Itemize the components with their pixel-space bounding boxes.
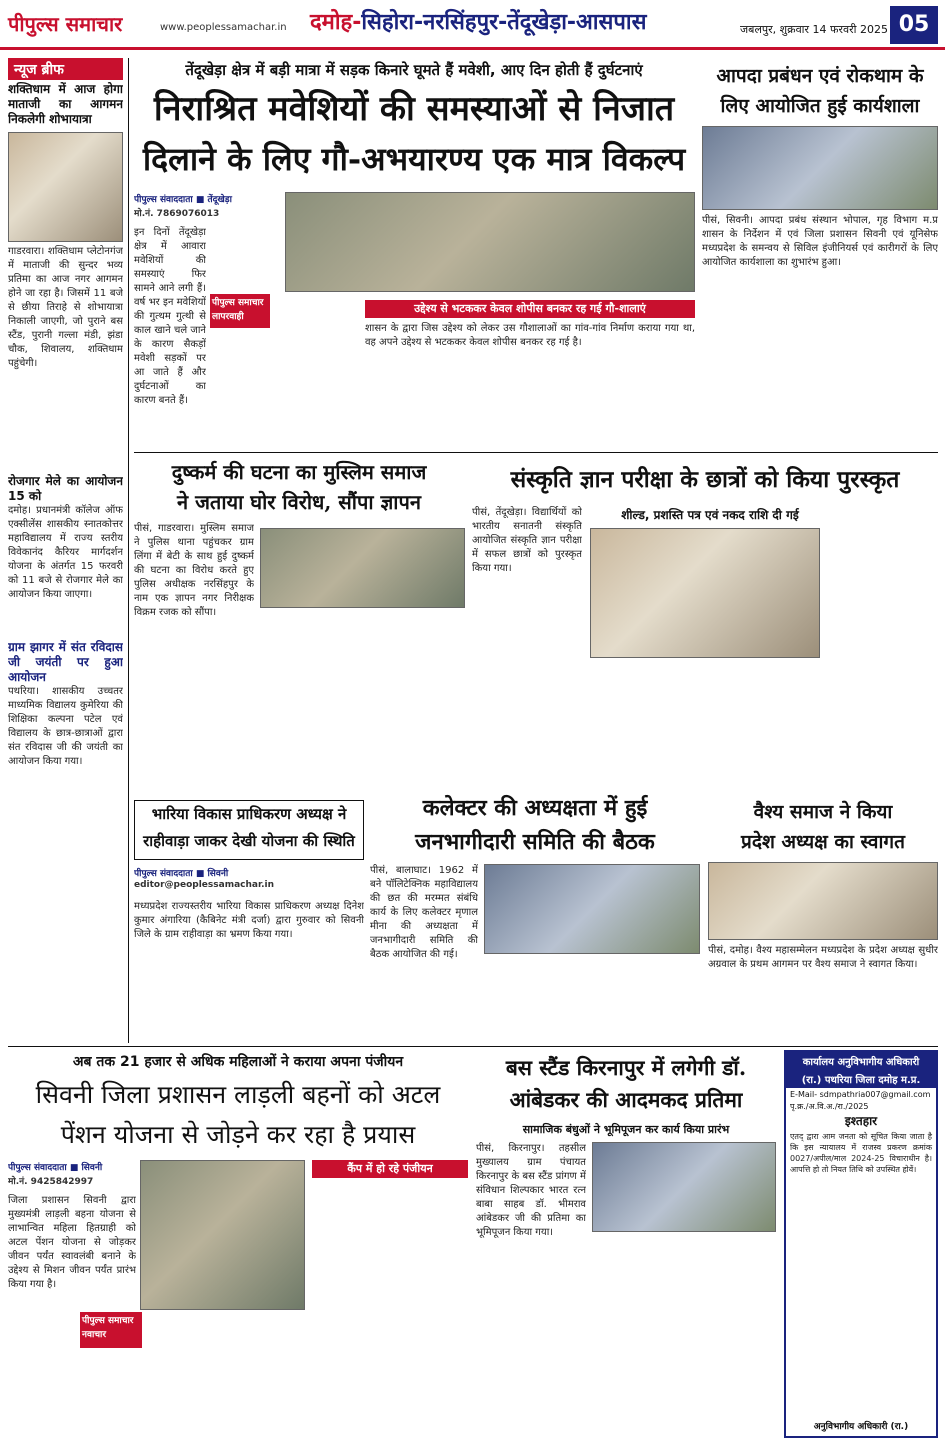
office-notice [784,1050,938,1438]
column-divider [128,58,129,1043]
issue-date: जबलपुर, शुक्रवार 14 फरवरी 2025 [740,23,888,36]
ladli-photo [140,1160,305,1310]
ladli-title-2: पेंशन योजना से जोड़ने कर रहा है प्रयास [60,1120,416,1149]
ambedkar-title-2: आंबेडकर की आदमकद प्रतिमा [509,1087,743,1112]
collector-title-1: कलेक्टर की अध्यक्षता में हुई [422,795,648,821]
office-body: एतद् द्वारा आम जनता को सूचित किया जाता है कि इस न्यायालय में राजस्व प्रकरण क्रमांक 0027/अपील/माल 2024-25 विचाराधीन है। आपत्ति हो तो नियत तिथि को उपस्थित होवें। [790,1132,932,1174]
brief-body-3: पथरिया। शासकीय उच्चतर माध्यमिक विद्यालय कुमेरिया की शिक्षिका कल्पना पटेल एवं विद्यालय के छात्र-छात्राओं द्वारा संत रविदास जी की जयंती का आयोजन किया गया। [8,686,123,767]
office-signature: अनुविभागीय अधिकारी (रा.) [813,1422,909,1432]
ladli-kicker: अब तक 21 हजार से अधिक महिलाओं ने कराया अपना पंजीयन [72,1054,404,1070]
disaster-title-2: लिए आयोजित हुई कार्यशाला [720,95,920,117]
brief-headline-2: रोजगार मेले का आयोजन 15 को [8,474,123,503]
ladli-title-1: सिवनी जिला प्रशासन लाड़ली बहनों को अटल [35,1080,441,1109]
page-number: 05 [890,6,938,44]
rahatgarh-title-2: राहीवाड़ा जाकर देखी योजना की स्थिति [143,832,355,850]
row-divider-1 [134,452,938,453]
brief-body-1: गाडरवारा। शक्तिधाम प्लेटोनगंज में माताजी की सुन्दर भव्य प्रतिमा का आज नगर आगमन होने जा रहा है। जिसमें 11 बजे से छीया तिराहे से शोभायात्रा निकाली जाएगी, जो पुराने बस स्टैंड, पुरानी गल्ला मंडी, झंडा चौक, शिवालय, शक्तिधाम पहुंचेगी। [8,246,123,369]
lead-byline: पीपुल्स संवाददाता ■ तेंदूखेड़ा [134,195,232,205]
office-title-1: कार्यालय अनुविभागीय अधिकारी [786,1052,936,1070]
protest-title-2: ने जताया घोर विरोध, सौंपा ज्ञापन [177,490,421,514]
collector-title-2: जनभागीदारी समिति की बैठक [415,829,655,855]
brand-logo: पीपुल्स समाचार [8,12,123,36]
vaishya-title-2: प्रदेश अध्यक्ष का स्वागत [741,831,905,853]
lead-kicker: तेंदूखेड़ा क्षेत्र में बड़ी मात्रा में सड़क किनारे घूमते हैं मवेशी, आए दिन होती हैं दुर्घटनाएं [185,61,643,79]
office-title-2: (रा.) पथरिया जिला दमोह म.प्र. [786,1070,936,1088]
vaishya-photo [708,862,938,940]
exam-body: पीसं, तेंदूखेड़ा। विद्यार्थियों को भारतीय सनातनी संस्कृति आयोजित संस्कृति ज्ञान परीक्षा में सफल छात्रों को पुरस्कृत किया गया। [472,507,582,574]
collector-body: पीसं, बालाघाट। 1962 में बने पॉलिटेक्निक महाविद्यालय की छत की मरम्मत संबंधि कार्य के लिए कलेक्टर मृणाल मीना की अध्यक्षता में जनभागीदारी समिति की बैठक आयोजित की गई। [370,865,478,960]
ambedkar-body: पीसं, किरनापुर। तहसील मुख्यालय ग्राम पंचायत किरनापुर के बस स्टैंड प्रांगण में संविधान शिल्पकार भारत रत्न बाबा साहब डॉ. भीमराव आंबेडकर जी की प्रतिमा का भूमिपूजन किया गया। [476,1143,586,1238]
lead-title-line-2: दिलाने के लिए गौ-अभयारण्य एक मात्र विकल्प [142,140,686,178]
rahatgarh-body: मध्यप्रदेश राज्यस्तरीय भारिया विकास प्राधिकरण अध्यक्ष दिनेश कुमार अंगारिया (कैबिनेट मंत्री दर्जा) द्वारा गुरुवार को सिवनी जिले के ग्राम राहीवाड़ा का भ्रमण किया गया। [134,901,364,940]
collector-photo [484,864,700,954]
exam-subtitle: शील्ड, प्रशस्ति पत्र एवं नकद राशि दी गई [621,508,799,522]
site-url[interactable]: www.peoplessamachar.in [160,22,287,33]
brief-item-2 [8,474,123,634]
section-title [310,6,646,36]
disaster-title-1: आपदा प्रबंधन एवं रोकथाम के [716,65,924,87]
exam-photo [590,528,820,658]
ambedkar-title-1: बस स्टैंड किरनापुर में लगेगी डॉ. [505,1055,747,1080]
lead-photo-cattle [285,192,695,292]
office-email[interactable]: E-Mail- sdmpathria007@gmail.com [790,1090,931,1099]
brief-photo-goddess [8,132,123,242]
disaster-photo [702,126,938,210]
vaishya-title-1: वैश्य समाज ने किया [753,801,893,823]
ladli-mobile: मो.नं. 9425842997 [8,1177,94,1187]
office-ref: पृ.क्र./अ.वि.अ./रा./2025 [790,1102,869,1111]
ladli-body: जिला प्रशासन सिवनी द्वारा मुख्यमंत्री लाड़ली बहना योजना से लाभान्वित महिला हितग्राही को अटल पेंशन योजना से जोड़कर जीवन पर्यंत स्वावलंबी बनाने के उद्देश्य से मिशन जीवन पर्यंत प्रारंभ किया गया है। [8,1195,136,1290]
row-divider-2 [8,1046,938,1047]
ladli-tag: पीपुल्स समाचार नवाचार [80,1312,142,1348]
protest-title-1: दुष्कर्म की घटना का मुस्लिम समाज [171,460,427,484]
protest-body: पीसं, गाडरवारा। मुस्लिम समाज ने पुलिस थाना पहुंचकर ग्राम लिंगा में बेटी के साथ हुई दुष्कर्म की घटना का विरोध करते हुए पुलिस अधीक्षक नरसिंहपुर के नाम एक ज्ञापन नगर निरीक्षक विक्रम रजक को सौंपा। [134,523,254,618]
ladli-byline: पीपुल्स संवाददाता ■ सिवनी [8,1163,103,1173]
section-title-a: दमोह- [310,10,362,35]
office-notice-heading: इश्तहार [844,1114,878,1128]
exam-title: संस्कृति ज्ञान परीक्षा के छात्रों को किया पुरस्कृत [510,466,900,493]
news-brief-label: न्यूज ब्रीफ [8,58,123,80]
rahatgarh-byline: पीपुल्स संवाददाता ■ सिवनी [134,869,229,879]
lead-tag: पीपुल्स समाचार लापरवाही [210,294,270,328]
lead-title-line-1: निराश्रित मवेशियों की समस्याओं से निजात [153,89,675,129]
rahatgarh-box [134,800,364,860]
ambedkar-subtitle: सामाजिक बंधुओं ने भूमिपूजन कर कार्य किया प्रारंभ [522,1123,730,1136]
ladli-camp-box: कैंप में हो रहे पंजीयन [312,1160,468,1178]
rahatgarh-title-1: भारिया विकास प्राधिकरण अध्यक्ष ने [151,805,347,823]
brief-headline-3: ग्राम झागर में संत रविदास जी जयंती पर हुआ आयोजन [8,640,123,684]
brief-body-2: दमोह। प्रधानमंत्री कॉलेज ऑफ एक्सीलेंस शासकीय स्नातकोत्तर महाविद्यालय में राज्य स्तरीय विवेकानंद कैरियर मार्गदर्शन योजना के अंतर्गत 15 फरवरी को 11 बजे से रोजगार मेले का आयोजन किया जाएगा। [8,505,123,600]
protest-photo [260,528,465,608]
disaster-body: पीसं, सिवनी। आपदा प्रबंध संस्थान भोपाल, गृह विभाग म.प्र शासन के निर्देशन में एवं जिला प्रशासन सिवनी एवं यूनिसेफ मध्यप्रदेश के समन्वय से सिविल इंजीनियर्स एवं कारीगरों के लिए आयोजित कार्यशाला का शुभारंभ हुआ। [702,215,938,268]
lead-body: इन दिनों तेंदूखेड़ा क्षेत्र में आवारा मवेशियों की समस्याएं फिर सामने आने लगी हैं। वर्ष भर इन मवेशियों की गुत्थम गुत्थी से काल खाने चले जाने के कारण सैकड़ों मवेशी सड़कों पर आ जाते हैं और दुर्घटनाओं का कारण बनते हैं। [134,227,206,406]
news-brief-column [8,82,123,522]
ambedkar-photo [592,1142,776,1232]
lead-body-2: शासन के द्वारा जिस उद्देश्य को लेकर उस गौशालाओं का गांव-गांव निर्माण कराया गया था, वह अपने उद्देश्य से भटककर केवल शोपीस बनकर रह गई है। [365,323,695,348]
lead-mobile: मो.नं. 7869076013 [134,209,220,219]
masthead [0,0,945,50]
rahatgarh-email[interactable]: editor@peoplessamachar.in [134,880,275,890]
vaishya-body: पीसं, दमोह। वैश्य महासम्मेलन मध्यप्रदेश के प्रदेश अध्यक्ष सुधीर अग्रवाल के प्रथम आगमन पर वैश्य समाज ने स्वागत किया। [708,945,938,970]
brief-headline-1: शक्तिधाम में आज होगा माताजी का आगमन निकलेगी शोभायात्रा [8,82,123,126]
lead-strip: उद्देश्य से भटककर केवल शोपीस बनकर रह गई गौ-शालाएं [365,300,695,318]
section-title-b: सिहोरा-नरसिंहपुर-तेंदूखेड़ा-आसपास [361,10,647,35]
brief-item-3 [8,640,123,1040]
